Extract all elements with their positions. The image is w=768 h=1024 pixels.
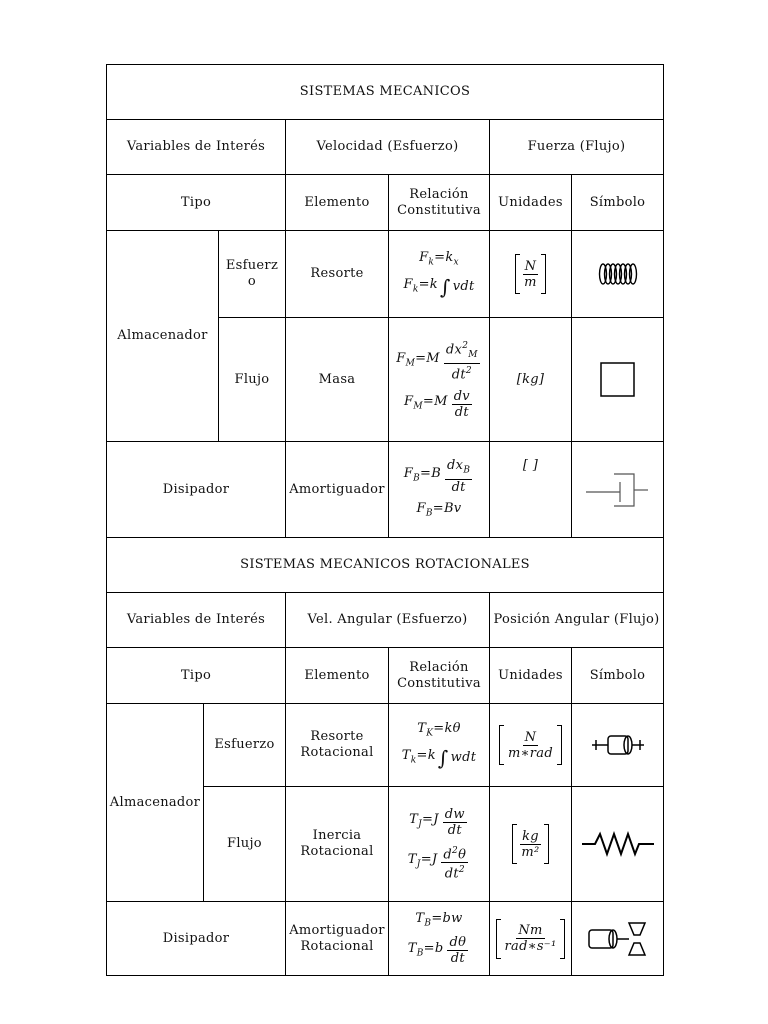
damper-symbol [572,442,663,538]
mech-effort-variable: Velocidad (Esfuerzo) [286,120,490,175]
rot-header-units: Unidades [490,648,572,704]
rot-title: SISTEMAS MECANICOS ROTACIONALES [107,538,663,593]
spring-element-label: Resorte [286,231,389,318]
inertia-relation: $T_J=J$ $\frac{dw}{dt}$ $T_J=J$ $\frac{d^2\theta}{dt^2}$ [389,787,490,902]
damper-element-label: Amortiguador [286,442,389,538]
mass-square-icon [600,362,636,398]
inertia-symbol [572,787,663,902]
rot-spring-units: $\frac{N}{\text{m∗rad}}$ [490,704,572,787]
rot-flow-variable: Posición Angular (Flujo) [490,593,663,648]
rot-dissipator-type: Disipador [107,902,286,975]
rot-header-symbol: Símbolo [572,648,663,704]
mech-storage-type: Almacenador [107,231,219,442]
rot-effort-subtype: Esfuerzo [204,704,286,787]
mass-element-label: Masa [286,318,389,442]
mech-flow-subtype: Flujo [219,318,286,442]
damper-units: [ ] [490,442,572,538]
rot-flow-subtype: Flujo [204,787,286,902]
mech-dissipator-type: Disipador [107,442,286,538]
mech-header-element: Elemento [286,175,389,231]
inertia-element-label: Inercia Rotacional [286,787,389,902]
rot-storage-type: Almacenador [107,704,204,902]
rot-effort-variable: Vel. Angular (Esfuerzo) [286,593,490,648]
spring-relation: $F_k=k_x$ $F_k=k$ ∫ vdt [389,231,490,318]
mech-variables-label: Variables de Interés [107,120,286,175]
rotational-damper-icon [583,919,653,959]
mech-header-units: Unidades [490,175,572,231]
damper-relation: $F_B=B$ $\frac{dx_B}{dt}$ $F_B=Bv$ [389,442,490,538]
mech-flow-variable: Fuerza (Flujo) [490,120,663,175]
rot-header-element: Elemento [286,648,389,704]
zigzag-inertia-icon [581,831,655,857]
rotational-spring-icon [590,730,646,760]
mass-relation: $F_M=M$ $\frac{dx^2_M}{dt^2}$ $F_M=M$ $\frac{dv}{dt}$ [389,318,490,442]
rot-header-relation: Relación Constitutiva [389,648,490,704]
mech-title: SISTEMAS MECANICOS [107,65,663,120]
rot-spring-relation: $T_K=k\theta$ $T_k=k$ ∫ wdt [389,704,490,787]
rot-variables-label: Variables de Interés [107,593,286,648]
mass-symbol [572,318,663,442]
spring-units: $\frac{N}{m}$ [490,231,572,318]
mech-effort-subtype: Esfuerz o [219,231,286,318]
rot-spring-element-label: Resorte Rotacional [286,704,389,787]
spring-symbol [572,231,663,318]
rot-damper-element-label: Amortiguador Rotacional [286,902,389,975]
mech-header-symbol: Símbolo [572,175,663,231]
mass-units: [kg] [490,318,572,442]
mech-header-relation: Relación Constitutiva [389,175,490,231]
rot-damper-relation: $T_B=bw$ $T_B=b$ $\frac{d\theta}{dt}$ [389,902,490,975]
rot-header-type: Tipo [107,648,286,704]
spring-coil-icon [597,261,639,287]
rot-spring-symbol [572,704,663,787]
inertia-units: $\frac{kg}{\text{m²}}$ [490,787,572,902]
rot-damper-symbol [572,902,663,975]
systems-table [106,64,664,976]
damper-icon [586,470,650,510]
rot-damper-units: $\frac{Nm}{\text{rad∗s⁻¹}}$ [490,902,572,975]
mech-header-type: Tipo [107,175,286,231]
